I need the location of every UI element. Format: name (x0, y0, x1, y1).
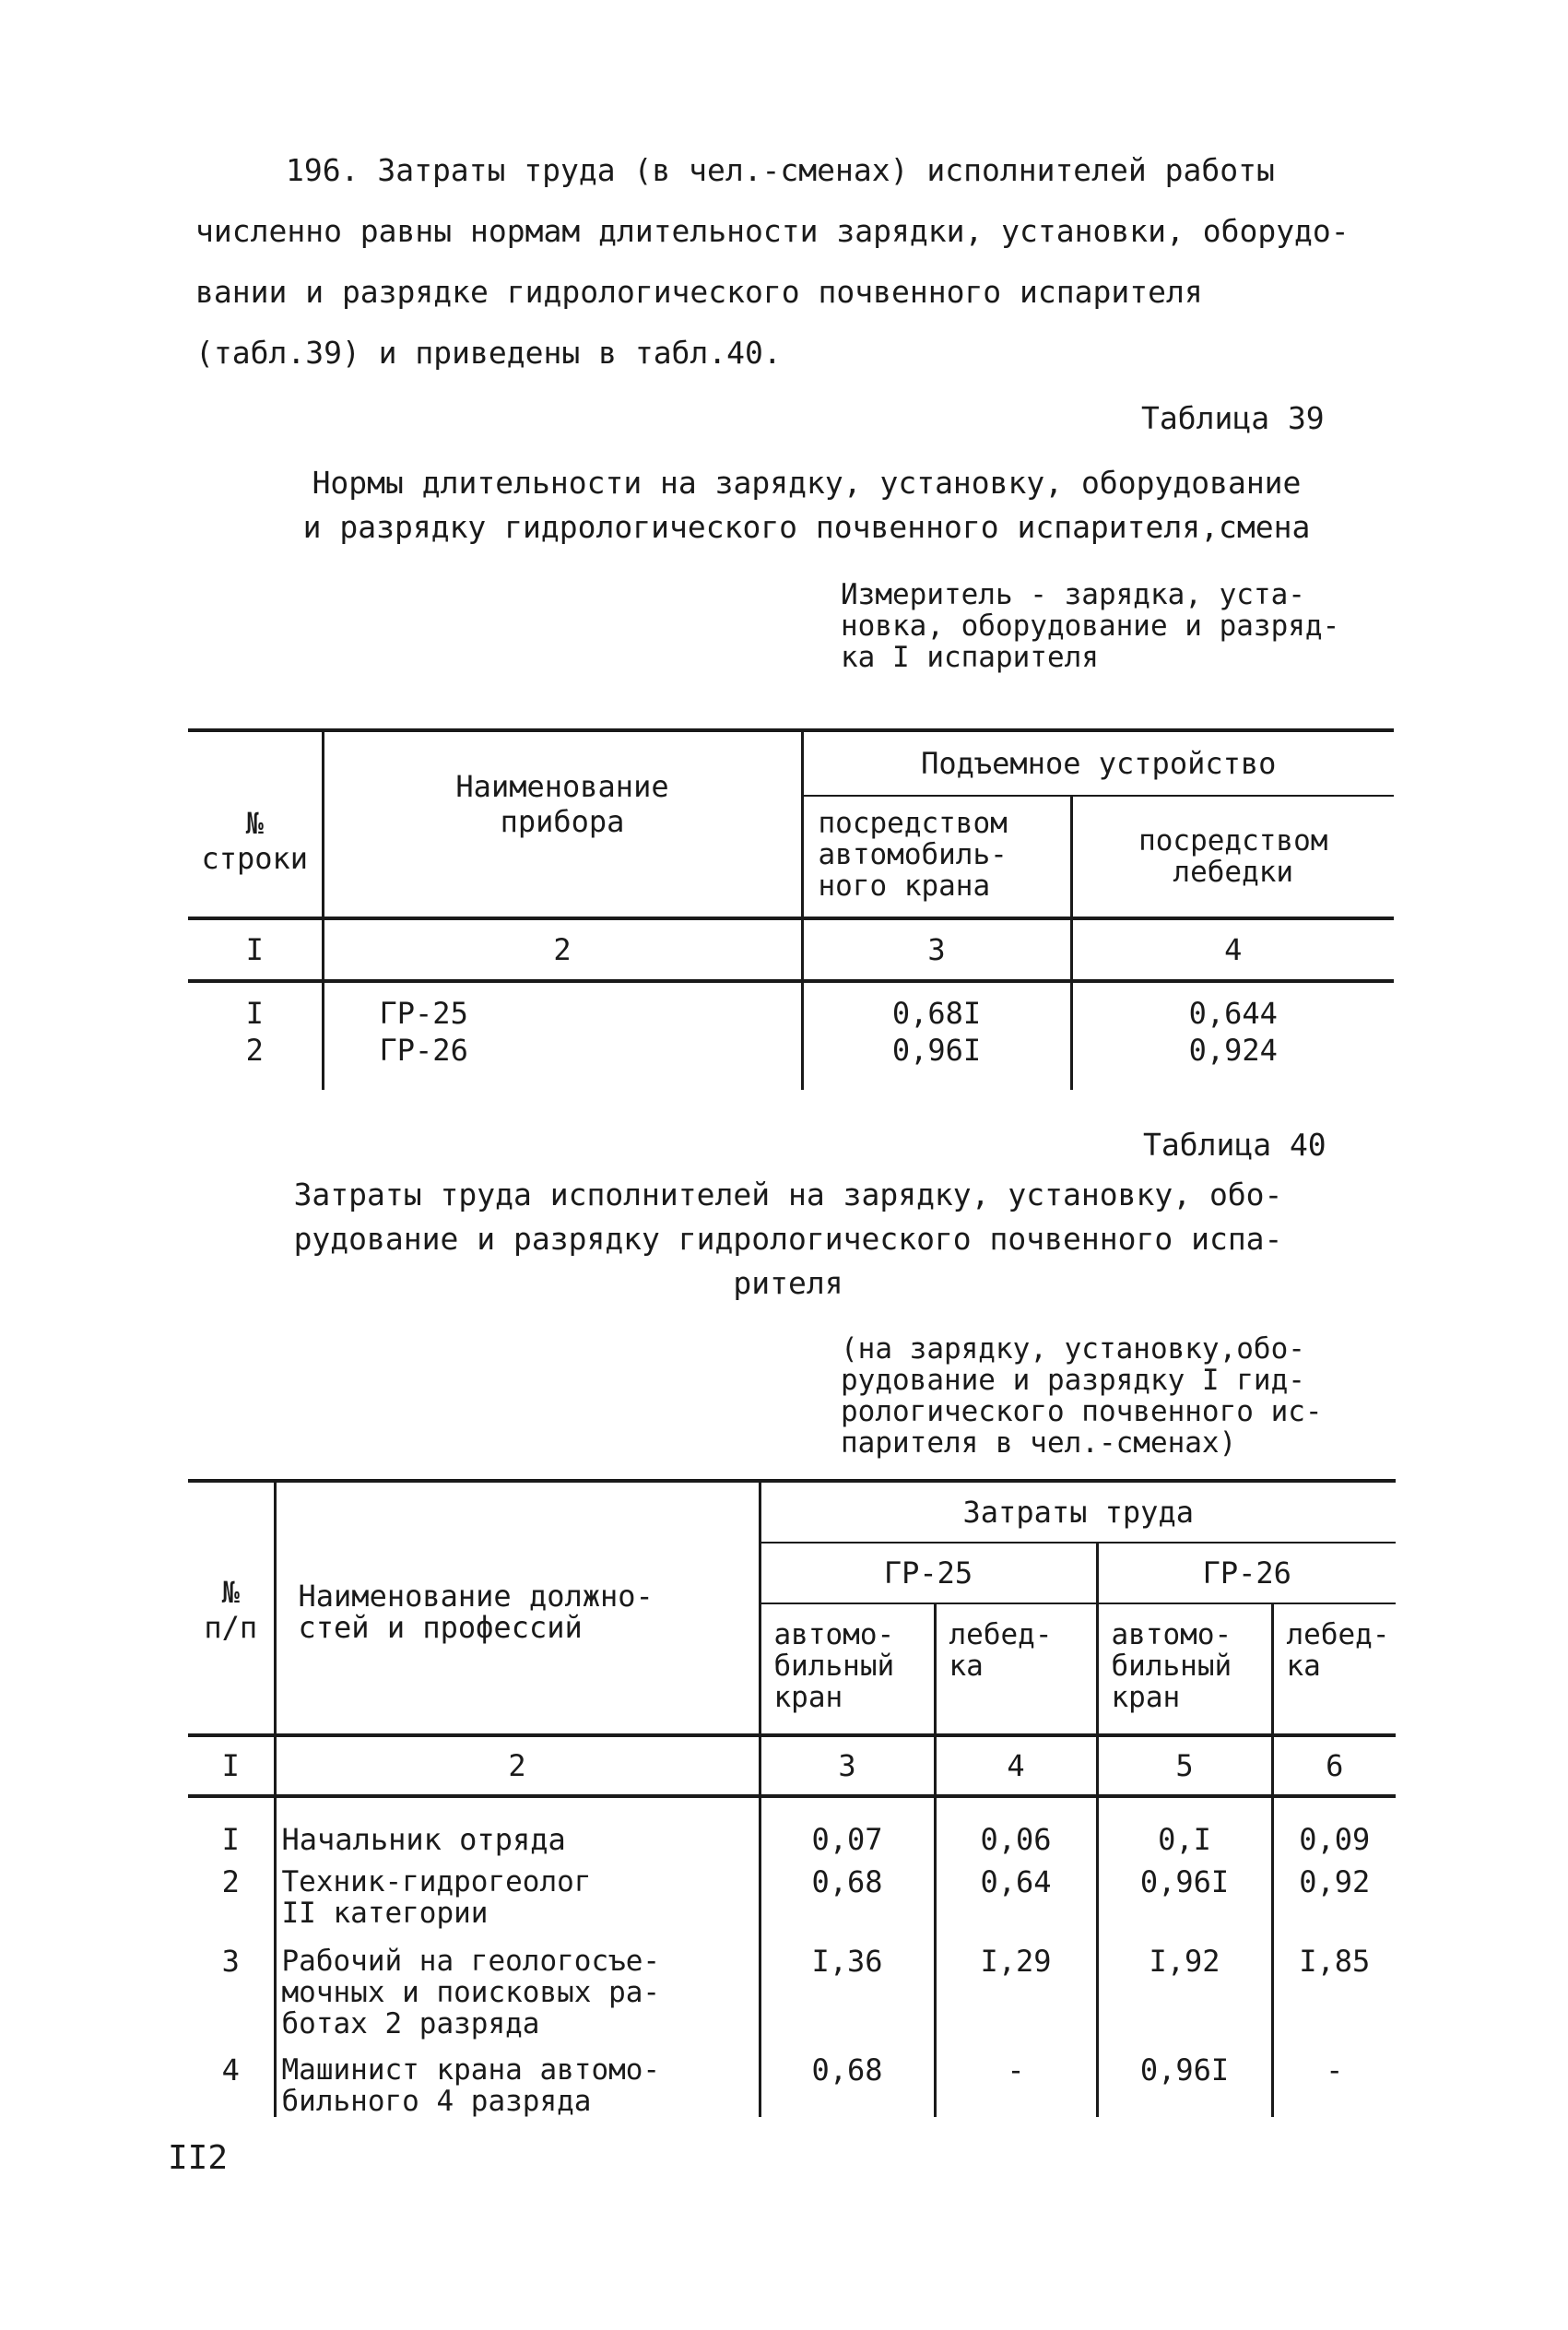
header-gr26: ГР-26 (1097, 1543, 1396, 1603)
table40-label: Таблица 40 (1143, 1127, 1326, 1163)
header-text: лебедки (1173, 856, 1294, 889)
paragraph-196 (195, 140, 1486, 384)
header-text: № (221, 1575, 240, 1610)
table-39 (188, 728, 1394, 1090)
row-number: 4 (221, 2052, 240, 2088)
table39-label: Таблица 39 (1141, 400, 1325, 436)
paragraph-line: 196. Затраты труда (в чел.-сменах) исполнителей работы (286, 152, 1275, 188)
table-header-row (188, 730, 1394, 796)
crane-value: 0,68I (802, 981, 1071, 1033)
gr25-winch-value: I,29 (935, 1938, 1097, 2047)
note-line: парителя в чел.-сменах) (841, 1426, 1237, 1460)
table40-title-line: рудование и разрядку гидрологического почвенного испа- (293, 1221, 1283, 1257)
header-text: посредством (818, 807, 1008, 840)
position-name (275, 1938, 760, 2047)
device-name: ГР-26 (323, 1033, 802, 1090)
winch-value: 0,924 (1071, 1033, 1394, 1090)
column-number: 4 (1071, 918, 1394, 981)
table40-title-line: рителя (733, 1265, 843, 1301)
gr25-winch-value: - (935, 2047, 1097, 2117)
header-text: кран (1111, 1681, 1181, 1714)
note-line: новка, оборудование и разряд- (841, 609, 1340, 643)
header-position-name (275, 1481, 760, 1735)
header-text: Наименование должно- (298, 1579, 654, 1614)
gr26-winch-value: 0,09 (1272, 1796, 1396, 1859)
note-line: рудование и разрядку I гид- (841, 1364, 1305, 1397)
header-text: прибора (500, 804, 625, 839)
note-line: (на зарядку, установку,обо- (841, 1332, 1305, 1366)
gr26-crane-value: 0,96I (1097, 1859, 1272, 1938)
table-row (188, 981, 1394, 1033)
header-text: лебед- (1286, 1618, 1390, 1651)
header-row-number (188, 730, 323, 918)
table-header-row (188, 1481, 1396, 1543)
header-text: автомо- (1111, 1618, 1232, 1651)
table39-measure-note (841, 579, 1339, 673)
position-name (275, 1796, 760, 1859)
column-number: 2 (323, 918, 802, 981)
gr25-crane-value: I,36 (760, 1938, 935, 2047)
position-name-line: бильного 4 разряда (281, 2085, 592, 2118)
header-text: ного крана (818, 869, 991, 903)
row-number: I (245, 996, 264, 1031)
row-number: 2 (221, 1864, 240, 1899)
gr26-crane-value: 0,I (1097, 1796, 1272, 1859)
header-by-crane (802, 796, 1071, 918)
header-text: стей и профессий (298, 1610, 583, 1645)
gr25-crane-value: 0,07 (760, 1796, 935, 1859)
gr25-winch-value: 0,64 (935, 1859, 1097, 1938)
table40-title-line: Затраты труда исполнителей на зарядку, установку, обо- (293, 1177, 1283, 1212)
header-text: п/п (204, 1610, 258, 1645)
header-text: автомо- (773, 1618, 895, 1651)
table39-title (230, 461, 1383, 550)
gr25-crane-value: 0,68 (760, 2047, 935, 2117)
table40-title (221, 1173, 1355, 1306)
position-name-line: Рабочий на геологосъе- (281, 1945, 661, 1978)
gr26-winch-value: 0,92 (1272, 1859, 1396, 1938)
row-number: 3 (221, 1944, 240, 1979)
header-text: посредством (1138, 824, 1328, 857)
column-number-row (188, 1735, 1396, 1796)
winch-value: 0,644 (1071, 981, 1394, 1033)
header-lifting-device: Подъемное устройство (802, 730, 1394, 796)
table-row (188, 1859, 1396, 1938)
column-number: 4 (935, 1735, 1097, 1796)
header-text: Наименование (455, 769, 669, 804)
table-row (188, 2047, 1396, 2117)
device-name: ГР-25 (323, 981, 802, 1033)
column-number: I (188, 918, 323, 981)
header-text: бильный (773, 1650, 895, 1683)
column-number: I (188, 1735, 275, 1796)
header-gr26-winch (1272, 1603, 1396, 1735)
position-name (275, 1859, 760, 1938)
position-name-line: Начальник отряда (281, 1822, 566, 1857)
position-name-line: II категории (281, 1897, 489, 1930)
table-row (188, 1938, 1396, 2047)
table-40 (188, 1479, 1396, 2117)
table-row (188, 1033, 1394, 1090)
page-number: II2 (168, 2139, 229, 2177)
header-gr25-winch (935, 1603, 1097, 1735)
header-gr25-crane (760, 1603, 935, 1735)
header-text: лебед- (949, 1618, 1053, 1651)
note-line: Измеритель - зарядка, уста- (841, 578, 1305, 611)
column-number: 5 (1097, 1735, 1272, 1796)
gr25-crane-value: 0,68 (760, 1859, 935, 1938)
gr25-winch-value: 0,06 (935, 1796, 1097, 1859)
header-by-winch (1071, 796, 1394, 918)
header-labor-costs: Затраты труда (760, 1481, 1396, 1543)
row-number: 2 (245, 1033, 264, 1068)
position-name (275, 2047, 760, 2117)
table-row (188, 1796, 1396, 1859)
table39-title-line: Нормы длительности на зарядку, установку, оборудование (312, 465, 1302, 501)
position-name-line: мочных и поисковых ра- (281, 1976, 661, 2009)
header-device-name (323, 730, 802, 918)
note-line: ка I испарителя (841, 641, 1099, 674)
paragraph-line: (табл.39) и приведены в табл.40. (195, 335, 782, 371)
position-name-line: ботах 2 разряда (281, 2007, 540, 2040)
column-number: 2 (275, 1735, 760, 1796)
row-number: I (221, 1822, 240, 1857)
header-text: бильный (1111, 1650, 1232, 1683)
position-name-line: Машинист крана автомо- (281, 2053, 661, 2087)
paragraph-line: вании и разрядке гидрологического почвенного испарителя (195, 274, 1203, 310)
header-gr25: ГР-25 (760, 1543, 1097, 1603)
crane-value: 0,96I (802, 1033, 1071, 1090)
table39-title-line: и разрядку гидрологического почвенного испарителя,смена (302, 509, 1311, 545)
header-row-number (188, 1481, 275, 1735)
header-text: ка (949, 1650, 984, 1683)
note-line: рологического почвенного ис- (841, 1395, 1323, 1428)
position-name-line: Техник-гидрогеолог (281, 1865, 592, 1898)
column-number-row (188, 918, 1394, 981)
paragraph-line: численно равны нормам длительности зарядки, установки, оборудо- (195, 213, 1350, 249)
column-number: 3 (802, 918, 1071, 981)
table40-measure-note (841, 1333, 1323, 1459)
gr26-winch-value: - (1272, 2047, 1396, 2117)
column-number: 6 (1272, 1735, 1396, 1796)
column-number: 3 (760, 1735, 935, 1796)
gr26-crane-value: 0,96I (1097, 2047, 1272, 2117)
header-text: № (245, 806, 264, 841)
header-gr26-crane (1097, 1603, 1272, 1735)
header-text: строки (201, 841, 309, 876)
header-text: автомобиль- (818, 838, 1008, 871)
header-text: кран (773, 1681, 843, 1714)
gr26-crane-value: I,92 (1097, 1938, 1272, 2047)
gr26-winch-value: I,85 (1272, 1938, 1396, 2047)
header-text: ка (1286, 1650, 1321, 1683)
